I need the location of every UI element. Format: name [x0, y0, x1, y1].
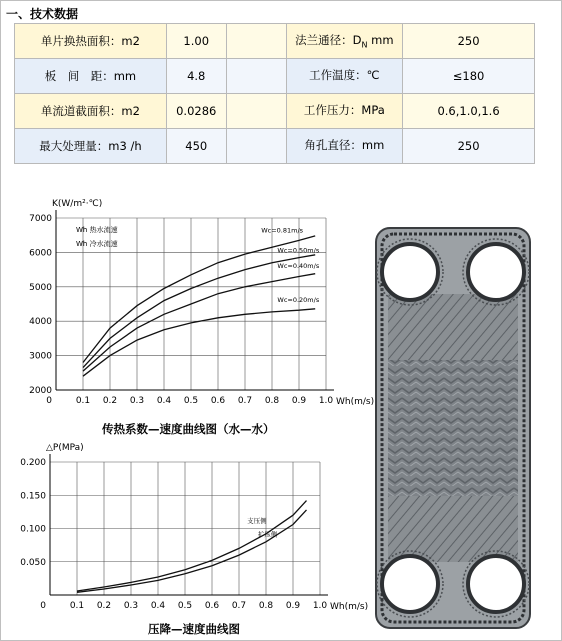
spec-value: ≤180 [403, 59, 535, 94]
x-tick-label: 0.6 [204, 601, 220, 611]
x-tick-label: 1.0 [318, 396, 334, 406]
x-tick-label: 0.9 [285, 601, 301, 611]
spec-label [286, 129, 402, 164]
legend-entry: Wh 热水流速 [76, 226, 118, 234]
heat-transfer-chart [14, 196, 375, 440]
series-label: Wc=0.50m/s [277, 246, 320, 255]
x-tick-label: 0.3 [123, 601, 139, 611]
x-origin-label: 0 [40, 601, 46, 611]
spec-label-subscript: N [361, 40, 368, 50]
x-tick-label: 0.5 [177, 601, 193, 611]
spec-row [15, 129, 535, 164]
x-tick-label: 0.8 [258, 601, 274, 611]
port-hole-bottom-right [468, 556, 524, 612]
y-axis-label: △P(MPa) [46, 443, 84, 453]
series-label: 支压侧 [247, 517, 267, 526]
spec-label: 单片换热面积：m2 [15, 24, 167, 59]
spec-label [286, 24, 402, 59]
section-heading: 一、技术数据 [6, 7, 79, 21]
plate-illustration [374, 226, 532, 630]
y-tick-label: 4000 [29, 317, 52, 328]
x-tick-label: 0.1 [69, 601, 85, 611]
spec-label-suffix: mm [367, 33, 394, 48]
spec-value: 4.8 [166, 59, 226, 94]
series-line [77, 501, 307, 591]
chart1-caption: 传热系数—速度曲线图（水—水） [102, 422, 275, 436]
x-tick-label: 0.7 [231, 601, 247, 611]
heat-transfer-area [388, 360, 518, 500]
spec-label [286, 94, 402, 129]
y-tick-label: 2000 [29, 386, 52, 396]
y-tick-label: 0.050 [20, 557, 46, 568]
x-tick-label: 0.4 [156, 396, 172, 406]
x-origin-label: 0 [46, 396, 52, 406]
spec-table [14, 23, 535, 164]
spec-label-text: 角孔直径：mm [304, 138, 385, 153]
y-tick-label: 6000 [29, 248, 52, 259]
spec-row [15, 94, 535, 129]
y-tick-label: 7000 [29, 214, 52, 224]
x-tick-label: 0.7 [237, 396, 253, 406]
spec-label: 单流道截面积：m2 [15, 94, 167, 129]
spec-label: 最大处理量：m3 /h [15, 129, 167, 164]
x-tick-label: 0.2 [96, 601, 112, 611]
spec-label: 板 间 距：mm [15, 59, 167, 94]
port-hole-bottom-left [382, 556, 438, 612]
y-tick-label: 5000 [29, 282, 52, 293]
spec-value: 450 [166, 129, 226, 164]
y-tick-label: 0.150 [20, 491, 46, 502]
spec-label-text: 法兰通径：D [295, 33, 362, 48]
port-hole-top-right [468, 244, 524, 300]
port-hole-top-left [382, 244, 438, 300]
x-tick-label: 0.1 [75, 396, 91, 406]
series-line [77, 510, 307, 592]
series-label: Wc=0.40m/s [277, 261, 320, 270]
bottom-distribution-area [388, 496, 518, 562]
series-label: 扩压侧 [257, 530, 278, 539]
y-axis-label: K(W/m²·℃) [52, 199, 103, 209]
series-line [83, 309, 315, 376]
x-tick-label: 0.3 [129, 396, 145, 406]
spec-value: 250 [403, 129, 535, 164]
x-tick-label: 0.2 [102, 396, 118, 406]
y-tick-label: 0.100 [20, 524, 46, 535]
spec-value: 0.6,1.0,1.6 [403, 94, 535, 129]
spec-label [286, 59, 402, 94]
spec-row [15, 24, 535, 59]
x-tick-label: 0.5 [183, 396, 199, 406]
spec-label-text: 工作压力：MPa [303, 103, 385, 118]
x-axis-label: Wh(m/s) [330, 602, 369, 612]
spec-value: 250 [403, 24, 535, 59]
chart2-caption: 压降—速度曲线图 [148, 622, 240, 636]
x-tick-label: 1.0 [312, 601, 328, 611]
x-tick-label: 0.9 [291, 396, 307, 406]
spec-empty-cell [226, 24, 286, 59]
spec-value: 0.0286 [166, 94, 226, 129]
spec-row [15, 59, 535, 94]
pressure-drop-chart [14, 443, 369, 622]
x-tick-label: 0.4 [150, 601, 166, 611]
spec-empty-cell [226, 129, 286, 164]
spec-label-text: 工作温度：℃ [309, 68, 380, 83]
legend-entry: Wh 冷水流速 [76, 240, 118, 248]
x-axis-label: Wh(m/s) [336, 397, 375, 407]
spec-empty-cell [226, 59, 286, 94]
spec-value: 1.00 [166, 24, 226, 59]
x-tick-label: 0.6 [210, 396, 226, 406]
series-label: Wc=0.81m/s [261, 226, 304, 235]
y-tick-label: 0.200 [20, 458, 46, 468]
x-tick-label: 0.8 [264, 396, 280, 406]
spec-empty-cell [226, 94, 286, 129]
y-tick-label: 3000 [29, 351, 52, 362]
series-label: Wc=0.20m/s [277, 295, 320, 304]
